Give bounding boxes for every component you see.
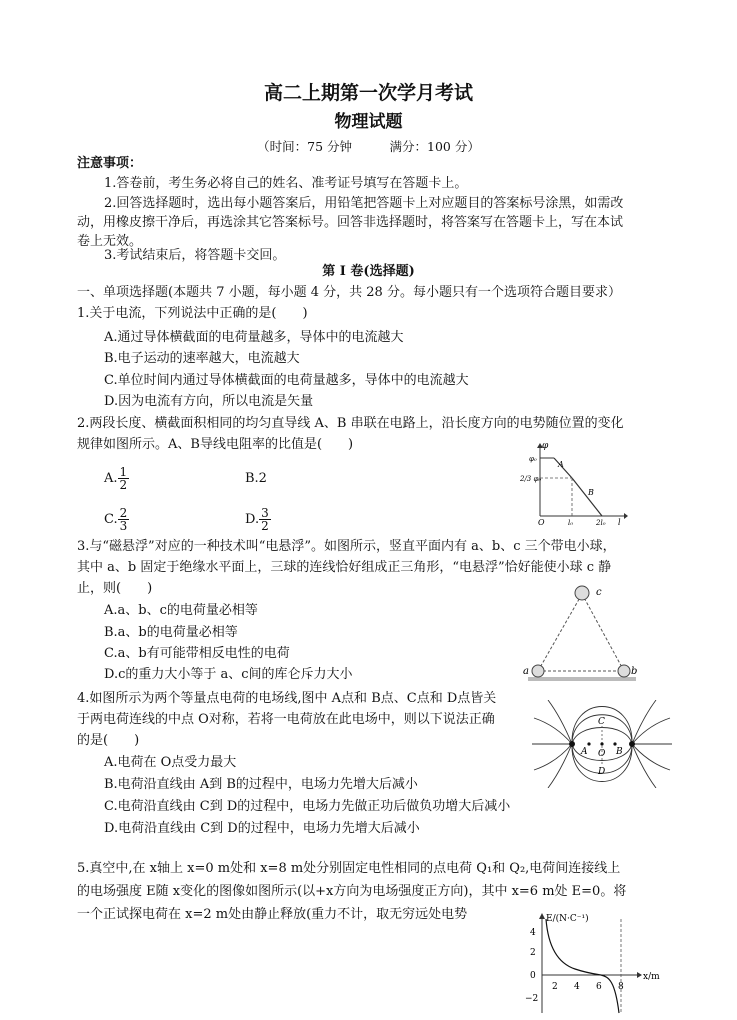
q5-tick-x6: 6 (596, 982, 602, 992)
q5-field-curve (546, 919, 619, 1013)
subject-title: 物理试题 (334, 112, 403, 132)
q2-option-c: C. $\frac{2}{3}$ (104, 506, 128, 533)
note-1: 1.答卷前，考生务必将自己的姓名、准考证号填写在答题卡上。 (104, 176, 468, 191)
q3-option-b: B.a、b的电荷量必相等 (104, 625, 238, 640)
q2-label-a: A (558, 460, 564, 469)
q3-line-bc (582, 594, 624, 671)
q4-field-lines-figure (532, 700, 672, 788)
q4-stem-line1: 4.如图所示为两个等量点电荷的电场线,图中 A点和 B点、C点和 D点皆关 (77, 691, 497, 706)
q2-option-b: B.2 (245, 471, 267, 486)
q4-label-c: C (598, 717, 605, 727)
section-title: 第 I 卷(选择题) (322, 264, 415, 279)
q4-option-b: B.电荷沿直线由 A到 B的过程中，电场力先增大后减小 (104, 777, 418, 792)
q1-stem: 1.关于电流，下列说法中正确的是( ) (77, 306, 308, 321)
q5-field-graph (505, 905, 675, 1017)
q2-potential-graph (520, 440, 630, 528)
q3-ball-c (575, 586, 589, 600)
q2-twothirds-label: 2/3 φ₀ (520, 475, 542, 483)
exam-meta: （时间：75 分钟 满分：100 分） (257, 139, 480, 154)
q4-stem-line2: 于两电荷连线的中点 O对称，若将一电荷放在此电场中，则以下说法正确 (77, 712, 495, 727)
q3-label-c: c (596, 587, 602, 598)
q4-stem-line3: 的是( ) (77, 733, 140, 748)
q2-phi-label: φ (542, 441, 549, 451)
q3-label-a: a (523, 666, 529, 677)
part1-instructions: 一、单项选择题(本题共 7 小题，每小题 4 分，共 28 分。每小题只有一个选项符合题目要求） (77, 285, 621, 300)
notes-heading: 注意事项： (77, 156, 143, 171)
q5-y-label: E/(N·C⁻¹) (546, 914, 589, 924)
q2-label-l0: l₀ (568, 519, 574, 527)
q5-stem-line2: 的电场强度 E随 x变化的图像如图所示(以+x方向为电场强度正方向)，其中 x=6 m处 E=0。将 (77, 884, 627, 899)
q5-tick-y2: 2 (530, 948, 536, 958)
note-2-line3: 卷上无效。 (77, 234, 143, 249)
q5-stem-line1: 5.真空中,在 x轴上 x=0 m处和 x=8 m处分别固定电性相同的点电荷 Q₁和 Q₂,电荷间连接线上 (77, 861, 621, 876)
q4-label-a: A (581, 747, 588, 757)
q4-option-d: D.电荷沿直线由 C到 D的过程中，电场力先增大后减小 (104, 821, 420, 836)
q5-tick-x8: 8 (618, 982, 624, 992)
q2-label-o: O (538, 518, 545, 527)
q1-option-a: A.通过导体横截面的电荷量越多，导体中的电流越大 (104, 330, 404, 345)
q4-label-d: D (598, 767, 606, 777)
q5-tick-x2: 2 (552, 982, 558, 992)
q3-stem-line2: 其中 a、b 固定于绝缘水平面上，三球的连线恰好组成正三角形，“电悬浮”恰好能使小球 c 静 (77, 560, 612, 575)
q4-label-o: O (598, 749, 606, 759)
q3-option-c: C.a、b有可能带相反电性的电荷 (104, 646, 290, 661)
q2-line-b (572, 478, 602, 516)
exam-title: 高二上期第一次学月考试 (263, 82, 473, 104)
note-3: 3.考试结束后，将答题卡交回。 (104, 248, 286, 263)
q3-option-d: D.c的重力大小等于 a、c间的库仑斥力大小 (104, 667, 353, 682)
q2-phi0-label: φ₀ (529, 455, 537, 463)
q3-line-ac (538, 594, 582, 671)
q3-triangle-figure (520, 582, 650, 684)
q1-option-c: C.单位时间内通过导体横截面的电荷量越多，导体中的电流越大 (104, 373, 469, 388)
q4-option-c: C.电荷沿直线由 C到 D的过程中，电场力先做正功后做负功增大后减小 (104, 799, 511, 814)
q4-line-12 (548, 744, 572, 788)
q4-charge-right (629, 741, 635, 747)
q1-option-d: D.因为电流有方向，所以电流是矢量 (104, 394, 314, 409)
q4-label-b: B (616, 747, 623, 757)
q1-option-b: B.电子运动的速率越大，电流越大 (104, 351, 300, 366)
note-2-line2: 动，用橡皮擦干净后，再选涂其它答案标号。回答非选择题时，将答案写在答题卡上，写在本试 (77, 215, 624, 230)
q2-label-2l0: 2l₀ (596, 519, 606, 527)
q3-stem-line1: 3.与“磁悬浮”对应的一种技术叫“电悬浮”。如图所示，竖直平面内有 a、b、c 三个带电小球， (77, 539, 616, 554)
q2-stem-line1: 2.两段长度、横截面积相同的均匀直导线 A、B 串联在电路上，沿长度方向的电势随位置的变化 (77, 416, 624, 431)
q4-line-16 (632, 744, 656, 788)
q2-option-a: A. $\frac{1}{2}$ (104, 465, 128, 492)
q5-tick-y0: 0 (530, 971, 536, 981)
q4-option-a: A.电荷在 O点受力最大 (104, 755, 237, 770)
q3-label-b: b (631, 666, 638, 677)
q5-tick-x4: 4 (574, 982, 580, 992)
q5-tick-y4: 4 (530, 928, 536, 938)
q5-x-label: x/m (643, 972, 660, 982)
q4-line-15 (632, 700, 656, 744)
q3-ground (528, 677, 636, 681)
q3-ball-a (532, 665, 544, 677)
q5-tick-yn2: −2 (525, 994, 539, 1004)
q4-line-11 (548, 700, 572, 744)
q4-charge-left (569, 741, 575, 747)
q2-label-b: B (588, 488, 594, 497)
q2-option-d: D. $\frac{3}{2}$ (245, 506, 269, 533)
note-2-line1: 2.回答选择题时，选出每小题答案后，用铅笔把答题卡上对应题目的答案标号涂黑，如需改 (104, 196, 624, 211)
q3-option-a: A.a、b、c的电荷量必相等 (104, 603, 258, 618)
q3-ball-b (618, 665, 630, 677)
q2-label-l: l (618, 518, 621, 527)
q5-stem-line3: 一个正试探电荷在 x=2 m处由静止释放(重力不计，取无穷远处电势 (77, 907, 468, 922)
q3-stem-line3: 止，则( ) (77, 581, 153, 596)
q2-stem-line2: 规律如图所示。A、B导线电阻率的比值是( ) (77, 437, 354, 452)
